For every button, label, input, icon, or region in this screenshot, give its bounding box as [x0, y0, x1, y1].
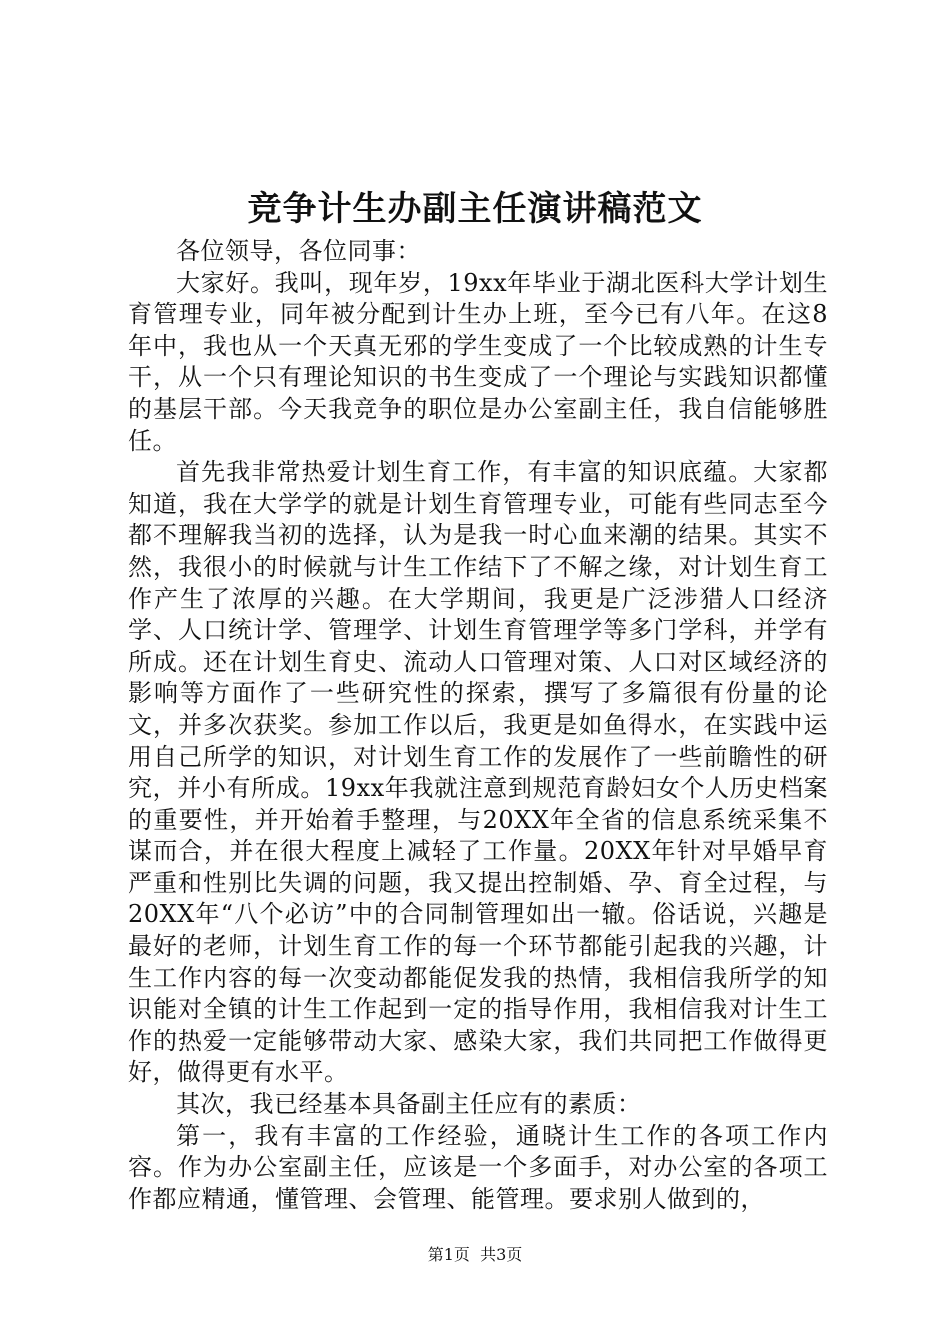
paragraph-salutation: 各位领导，各位同事：	[176, 237, 421, 265]
paragraph-experience: 第一，我有丰富的工作经验，通晓计生工作的各项工作内容。作为办公室副主任，应该是一个多面手，对办公室的各项工作都应精通，懂管理、会管理、能管理。要求别人做到的，	[128, 1121, 828, 1213]
paragraph-passion: 首先我非常热爱计划生育工作，有丰富的知识底蕴。大家都知道，我在大学学的就是计划生育管理专业，可能有些同志至今都不理解我当初的选择，认为是我一时心血来潮的结果。其实不然，我很小的时候就与计生工作结下了不解之缘，对计划生育工作产生了浓厚的兴趣。在大学期间，我更是广泛涉猎人口经济学、人口统计学、管理学、计划生育管理学等多门学科，并学有所成。还在计划生育史、流动人口管理对策、人口对区域经济的影响等方面作了一些研究性的探索，撰写了多篇很有份量的论文，并多次获奖。参加工作以后，我更是如鱼得水，在实践中运用自己所学的知识，对计划生育工作的发展作了一些前瞻性的研究，并小有所成。19xx年我就注意到规范育龄妇女个人历史档案的重要性，并开始着手整理，与20XX年全省的信息系统采集不谋而合，并在很大程度上减轻了工作量。20XX年针对早婚早育严重和性别比失调的问题，我又提出控制婚、孕、育全过程，与20XX年“八个必访”中的合同制管理如出一辙。俗话说，兴趣是最好的老师，计划生育工作的每一个环节都能引起我的兴趣，计生工作内容的每一次变动都能促发我的热情，我相信我所学的知识能对全镇的计生工作起到一定的指导作用，我相信我对计生工作的热爱一定能够带动大家、感染大家，我们共同把工作做得更好，做得更有水平。	[128, 458, 828, 1087]
document-body	[128, 236, 828, 1215]
page-footer	[0, 1244, 950, 1266]
paragraph-introduction: 大家好。我叫，现年岁，19xx年毕业于湖北医科大学计划生育管理专业，同年被分配到计生办上班，至今已有八年。在这8年中，我也从一个天真无邪的学生变成了一个比较成熟的计生专干，从一个只有理论知识的书生变成了一个理论与实践知识都懂的基层干部。今天我竞争的职位是办公室副主任，我自信能够胜任。	[128, 268, 828, 455]
document-title: 竞争计生办副主任演讲稿范文	[247, 189, 703, 229]
paragraph-qualities-intro: 其次，我已经基本具备副主任应有的素质：	[176, 1090, 642, 1119]
page-total: 共3页	[480, 1245, 523, 1264]
page-number: 第1页	[427, 1245, 470, 1264]
